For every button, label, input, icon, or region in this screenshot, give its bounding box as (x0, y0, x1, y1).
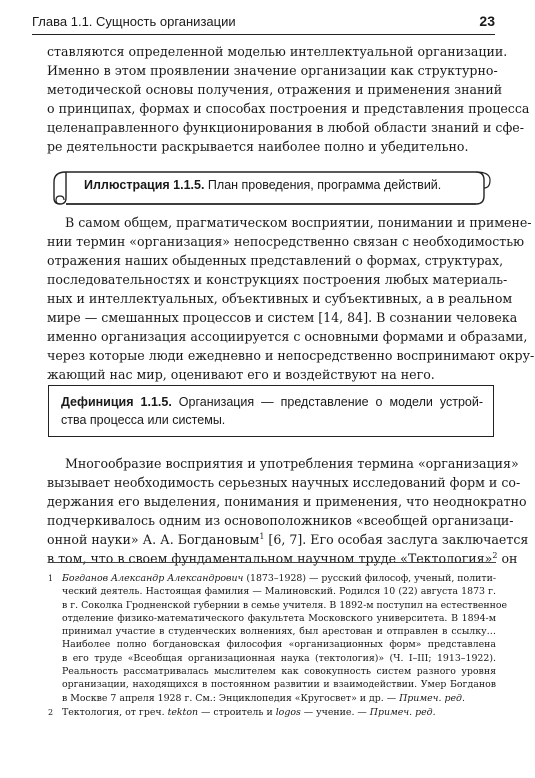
text-line: через которые люди ежедневно и непосредственно воспринимают окру- (47, 348, 535, 363)
footnote-body (62, 706, 496, 719)
footnote-line: Богданов Александр Александрович (1873–1928) — русский философ, ученый, полити- (62, 573, 497, 584)
running-header (32, 12, 495, 35)
text-line: онной науки» А. А. Богдановым$^1$ [6, 7]. Его особая заслуга заключается (47, 531, 529, 547)
footnote-ref-2[interactable]: 2 (492, 550, 498, 560)
footnote-line: в его труде «Всеобщая организационная наука (тектология)» (Ч. I–III; 1913–1922). (62, 652, 496, 664)
footnote-divider (48, 562, 496, 563)
footnote-number: 2 (48, 708, 54, 717)
text-line: вызывает необходимость серьезных научных исследований форм и со- (47, 475, 521, 490)
text-line: отражения наших обыденных представлений о формах, структурах, (47, 253, 504, 268)
footnote-line: в г. Соколка Гродненской губернии в семье учителя. В 1892-м поступил на естественное (62, 599, 508, 611)
illustration-body: План проведения, программа действий. (204, 178, 442, 192)
footnote-number: 1 (48, 574, 54, 583)
greek-word: logos (275, 707, 301, 718)
footnote-line: принимал участие в студенческих волнениях, был арестован и отправлен в ссылку… (62, 626, 496, 638)
text-line: методической основы получения, отражения и применения знаний (47, 82, 503, 97)
illustration-banner (44, 168, 492, 208)
definition-box (48, 385, 494, 437)
footnote-body (62, 572, 508, 705)
footnote-author: Богданов Александр Александрович (62, 573, 244, 584)
paragraph-1 (47, 42, 530, 156)
footnote-line: Наиболее полно богдановская философия «организационных форм» представлена (62, 639, 496, 651)
footnote-ref-1[interactable]: 1 (259, 531, 265, 541)
footnote-line: организации, находящихся в постоянном развитии и взаимодействии. Умер Богданов (62, 679, 496, 691)
text-line: именно организация ассоциируется с основными формами и образами, (47, 329, 528, 344)
definition-line-2: ства процесса или системы. (61, 413, 226, 427)
greek-word: tekton (167, 707, 199, 718)
footnote-line: Тектология, от греч. tekton — строитель и logos — учение. — Примеч. ред. (62, 707, 436, 718)
page-number: 23 (479, 13, 495, 29)
text-line: ных и интеллектуальных, объективных и субъективных, а в реальном (47, 291, 513, 306)
text-line: в том, что в своем фундаментальном научном труде «Тектология»$^2$ он (47, 550, 518, 566)
text-line: жающий нас мир, оценивают его и воздействуют на него. (47, 367, 435, 382)
text-line: нии термин «организация» непосредственно связан с необходимостью (47, 234, 525, 249)
text-line: В самом общем, прагматическом восприятии, понимании и примене- (65, 215, 532, 230)
footnote-line: ческий деятель. Настоящая фамилия — Малиновский. Родился 10 (22) августа 1873 г. (62, 586, 496, 598)
text-line: держания его выделения, понимания и применения, что неоднократно (47, 494, 527, 509)
editor-note: Примеч. ред. (369, 707, 436, 718)
text-line: Многообразие восприятия и употребления термина «организация» (65, 456, 519, 471)
text-line: о принципах, формах и способах построения и представления процесса (47, 101, 530, 116)
text-line: ре деятельности раскрывается наиболее полно и убедительно. (47, 139, 469, 154)
text-line: Именно в этом проявлении значение организации как структурно- (47, 63, 498, 78)
text-line: мире — смешанных процессов и систем [14, 84]. В сознании человека (47, 310, 518, 325)
illustration-label: Иллюстрация 1.1.5. (84, 178, 205, 192)
chapter-title: Глава 1.1. Сущность организации (32, 14, 236, 29)
definition-line-1: Дефиниция 1.1.5. Организация — представление о модели устрой- (61, 395, 483, 409)
definition-label: Дефиниция 1.1.5. (61, 395, 172, 409)
text-line: ставляются определенной моделью интеллектуальной организации. (47, 44, 508, 59)
illustration-text (84, 178, 441, 192)
footnote-line: Реальность рассматривалась мыслителем как совокупность систем разного уровня (62, 666, 496, 678)
footnote-line: отделение физико-математического факультета Московского университета. В 1894-м (62, 612, 496, 624)
paragraph-3 (47, 454, 529, 568)
editor-note: Примеч. ред. (399, 692, 465, 704)
paragraph-2 (47, 213, 535, 384)
text-line: последовательностях и конструкциях построения любых материаль- (47, 272, 508, 287)
footnote-line: в Москве 7 апреля 1928 г. См.: Энциклопедия «Кругосвет» и др. — Примеч. ред. (62, 692, 465, 704)
text-line: целенаправленного функционирования в любой области знаний и сфе- (47, 120, 525, 135)
text-line: подчеркивалось одним из основоположников «всеобщей организаци- (47, 513, 514, 528)
